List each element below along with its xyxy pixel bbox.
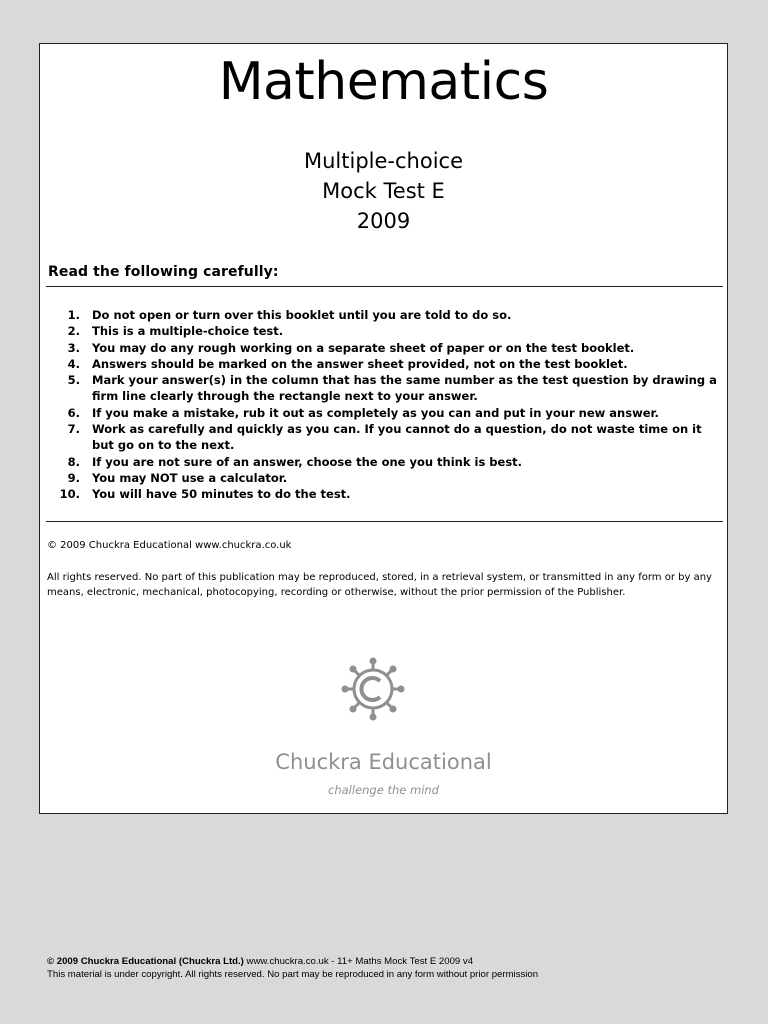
list-item [46, 307, 717, 323]
list-item [46, 323, 717, 339]
item-number: 4. [67, 356, 80, 371]
brand-name: Chuckra Educational [275, 750, 492, 774]
divider [46, 286, 723, 287]
footer-copyright: © 2009 Chuckra Educational (Chuckra Ltd.) [47, 956, 244, 967]
item-number: 5. [67, 373, 80, 388]
document-title: Mathematics [218, 52, 549, 112]
list-item [46, 356, 717, 372]
item-number: 8. [67, 454, 80, 469]
list-item [46, 340, 717, 356]
item-number: 7. [67, 422, 80, 437]
document-page [39, 43, 728, 814]
page-footer [47, 956, 538, 981]
item-text: Work as carefully and quickly as you can. If you cannot do a question, do not waste time on it but go on to the next. [92, 422, 702, 453]
item-text: You will have 50 minutes to do the test. [92, 487, 351, 502]
item-number: 10. [59, 487, 80, 502]
subtitle-line: Mock Test E [322, 179, 445, 203]
list-item [46, 454, 717, 470]
subtitle-line: Multiple-choice [304, 149, 463, 173]
divider [46, 521, 723, 522]
list-item [46, 486, 717, 502]
item-text: You may do any rough working on a separate sheet of paper or on the test booklet. [92, 340, 635, 355]
item-number: 3. [67, 340, 80, 355]
footer-line [47, 956, 538, 969]
list-item [46, 372, 717, 405]
list-item [46, 470, 717, 486]
item-text: If you are not sure of an answer, choose the one you think is best. [92, 454, 523, 469]
item-number: 1. [67, 308, 80, 322]
subtitle-line: 2009 [356, 209, 411, 233]
rights-statement: All rights reserved. No part of this publication may be reproduced, stored, in a retrieval system, or transmitted in any form or by any means, electronic, mechanical, photocopying, recording or otherwise, without the prior permission of the Publisher. [47, 572, 712, 598]
item-text: Answers should be marked on the answer sheet provided, not on the test booklet. [92, 356, 628, 371]
document-subtitle [40, 146, 727, 236]
list-item [46, 421, 717, 454]
footer-website-info: www.chuckra.co.uk - 11+ Maths Mock Test E 2009 v4 [243, 956, 474, 967]
item-text: Do not open or turn over this booklet until you are told to do so. [92, 308, 512, 322]
list-item [46, 405, 717, 421]
item-number: 9. [67, 470, 80, 485]
item-number: 6. [67, 405, 80, 420]
item-text: Mark your answer(s) in the column that has the same number as the test question by drawing a firm line clearly through the rectangle next to your answer. [92, 373, 717, 404]
item-text: If you make a mistake, rub it out as completely as you can and put in your new answer. [92, 405, 659, 420]
instructions-list [46, 307, 717, 503]
footer-rights: This material is under copyright. All rights reserved. No part may be reproduced in any form without prior permission [47, 968, 539, 980]
item-text: This is a multiple-choice test. [92, 324, 284, 339]
item-number: 2. [67, 324, 80, 339]
copyright-notice: © 2009 Chuckra Educational www.chuckra.co.uk [47, 540, 292, 551]
instructions-heading: Read the following carefully: [48, 264, 279, 280]
item-text: You may NOT use a calculator. [92, 470, 288, 485]
chuckra-wheel-logo-icon [340, 656, 406, 722]
brand-tagline: challenge the mind [328, 783, 439, 797]
